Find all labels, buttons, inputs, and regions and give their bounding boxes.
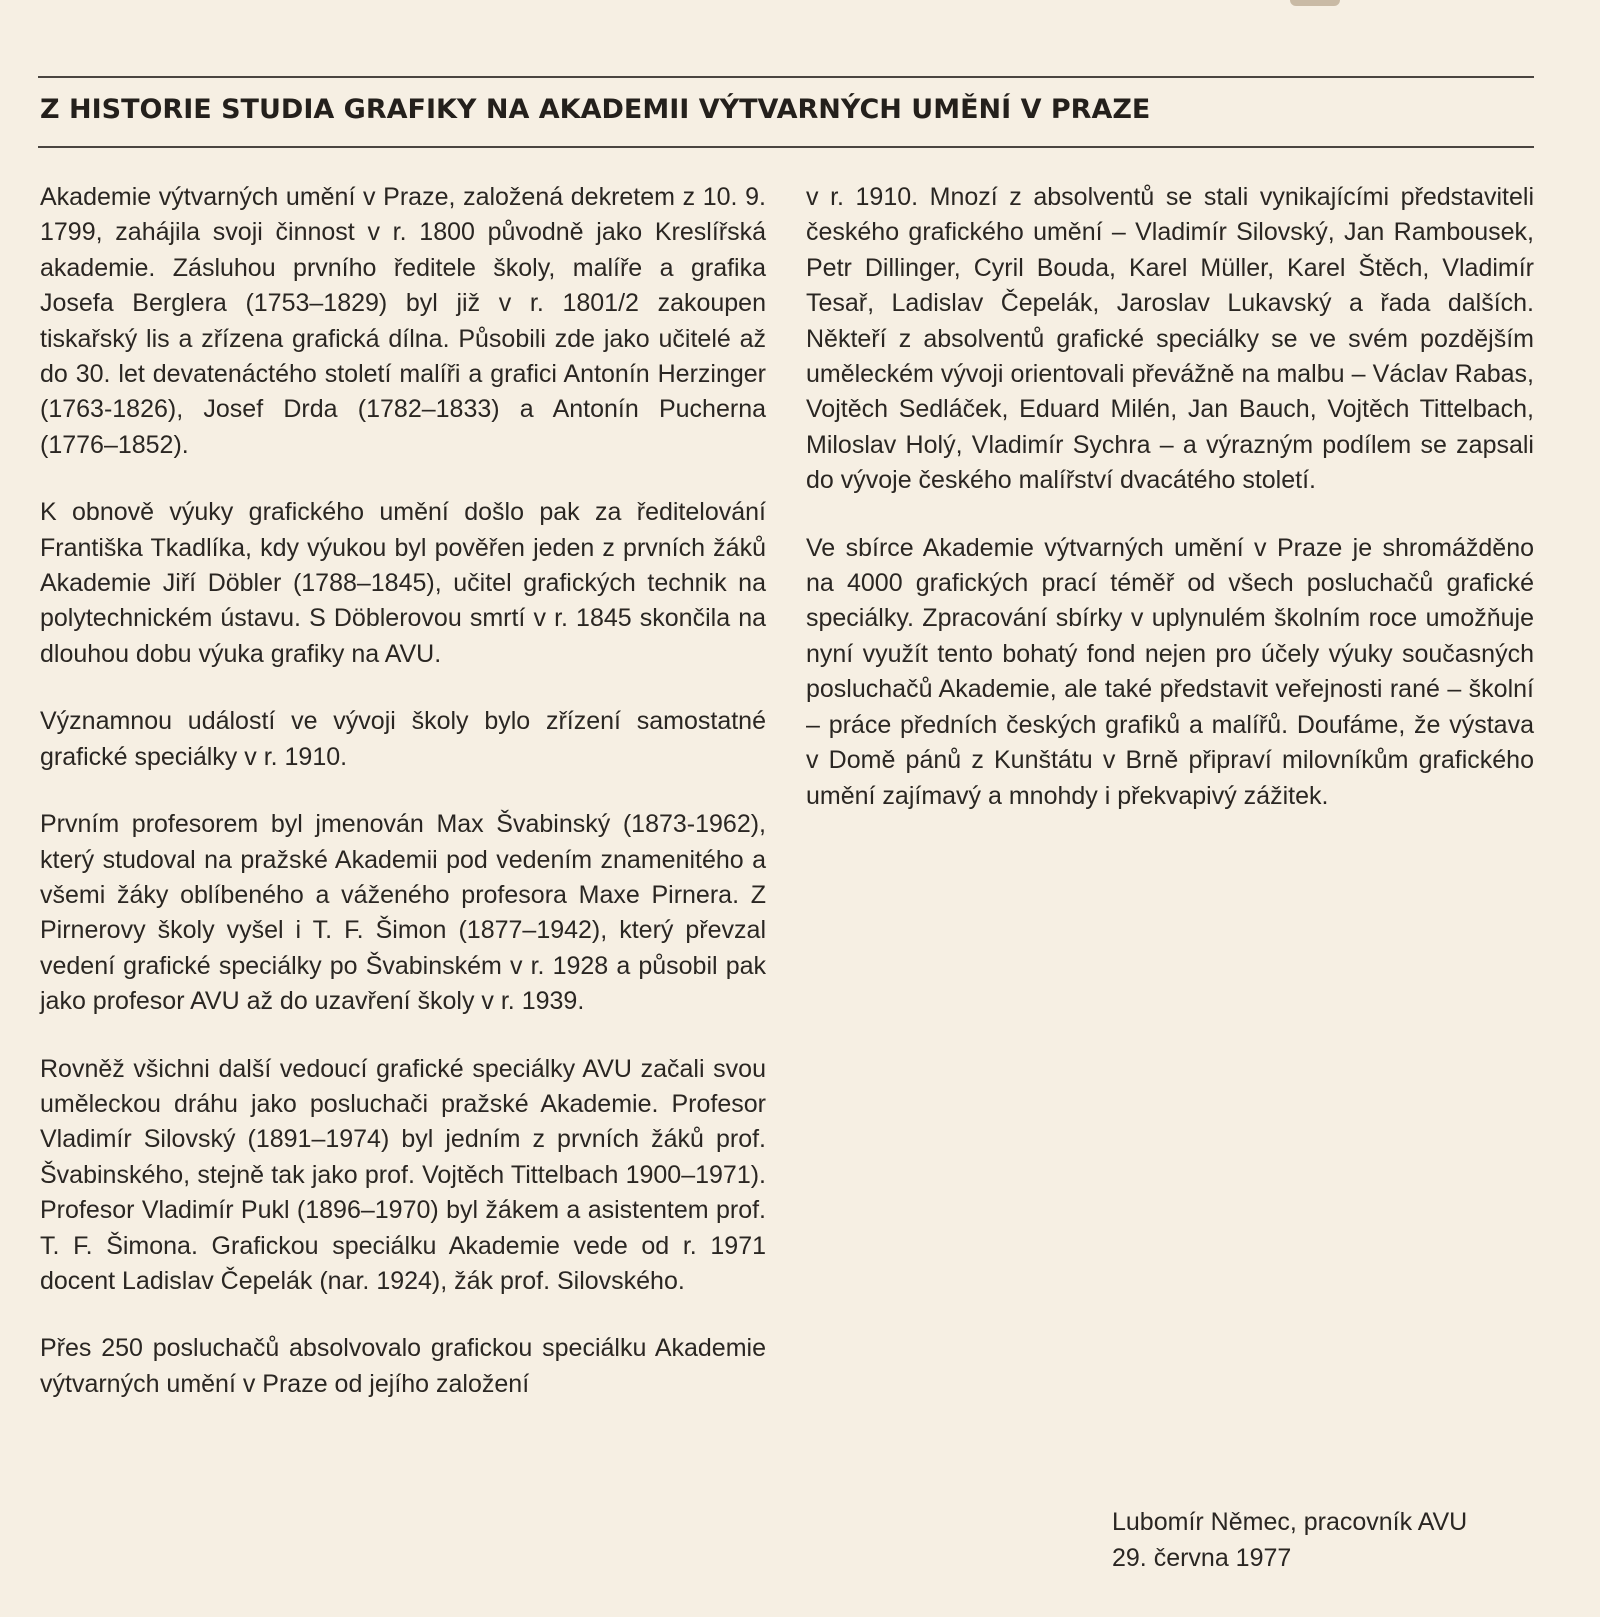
paragraph-renewal: K obnově výuky grafického umění došlo pak za ředitelování Františka Tkadlíka, kdy výukou byl pověřen jeden z prvních žáků Akademie Jiří Döbler (1788–1845), učitel grafických technik na polytechnickém ústavu. S Döblerovou smrtí v r. 1845 skončila na dlouhou dobu výuka grafiky na AVU. [40,498,766,668]
heading-rule-top [38,76,1534,78]
paragraph-leaders: Rovněž všichni další vedoucí grafické speciálky AVU začali svou uměleckou dráhu jako posluchači pražské Akademie. Profesor Vladimír Silovský (1891–1974) byl jedním z prvních žáků prof. Švabinského, stejně tak jako prof. Vojtěch Tittelbach 1900–1971). Profesor Vladimír Pukl (1896–1970) byl žákem a asistentem prof. T. F. Šimona. Grafickou speciálku Akademie vede od r. 1971 docent Ladislav Čepelák (nar. 1924), žák prof. Silovského. [40,1054,766,1295]
paragraph-founding: Akademie výtvarných umění v Praze, založená dekretem z 10. 9. 1799, zahájila svoji činnost v r. 1800 původně jako Kreslířská akademie. Zásluhou prvního ředitele školy, malíře a grafika Josefa Berglera (1753–1829) byl již v r. 1801/2 zakoupen tiskařský lis a zřízena grafická dílna. Působili zde jako učitelé až do 30. let devatenáctého století malíři a grafici Antonín Herzinger (1763-1826), Josef Drda (1782–1833) a Antonín Pucherna (1776–1852). [40,183,766,459]
signature-block [1112,1504,1467,1576]
right-column [806,180,1534,846]
paragraph-first-professor: Prvním profesorem byl jmenován Max Švabinský (1873-1962), který studoval na pražské Akademii pod vedením znamenitého a všemi žáky oblíbeného a váženého profesora Maxe Pirnera. Z Pirnerovy školy vyšel i T. F. Šimon (1877–1942), který převzal vedení grafické speciálky po Švabinském v r. 1928 a působil pak jako profesor AVU až do uzavření školy v r. 1939. [40,810,766,1016]
signature-date: 29. června 1977 [1112,1544,1292,1572]
heading-rule-bottom [38,146,1534,148]
paragraph-speciality: Významnou událostí ve vývoji školy bylo zřízení samostatné grafické speciálky v r. 1910. [40,707,766,771]
paragraph-alumni: v r. 1910. Mnozí z absolventů se stali vynikajícími představiteli českého grafického umění – Vladimír Silovský, Jan Rambousek, Petr Dillinger, Cyril Bouda, Karel Müller, Karel Štěch, Vladimír Tesař, Ladislav Čepelák, Jaroslav Lukavský a řada dalších. Někteří z absolventů grafické speciálky se ve svém pozdějším uměleckém vývoji orientovali převážně na malbu – Václav Rabas, Vojtěch Sedláček, Eduard Milén, Jan Bauch, Vojtěch Tittelbach, Miloslav Holý, Vladimír Sychra – a výrazným podílem se zapsali do vývoje českého malířství dvacátého století. [806,183,1534,495]
paper-stain [1290,0,1340,6]
left-column [40,180,766,1402]
paragraph-graduates: Přes 250 posluchačů absolvovalo grafickou speciálku Akademie výtvarných umění v Praze od jejího založení [40,1334,766,1398]
paragraph-collection: Ve sbírce Akademie výtvarných umění v Praze je shromážděno na 4000 grafických prací téměř od všech posluchačů grafické speciálky. Zpracování sbírky v uplynulém školním roce umožňuje nyní využít tento bohatý fond nejen pro účely výuky současných posluchačů Akademie, ale také představit veřejnosti rané – školní – práce předních českých grafiků a malířů. Doufáme, že výstava v Domě pánů z Kunštátu v Brně připraví milovníkům grafického umění zajímavý a mnohdy i překvapivý zážitek. [806,533,1534,810]
page-title: Z HISTORIE STUDIA GRAFIKY NA AKADEMII VÝTVARNÝCH UMĚNÍ V PRAZE [40,94,1151,125]
signature-author: Lubomír Němec, pracovník AVU [1112,1508,1468,1536]
